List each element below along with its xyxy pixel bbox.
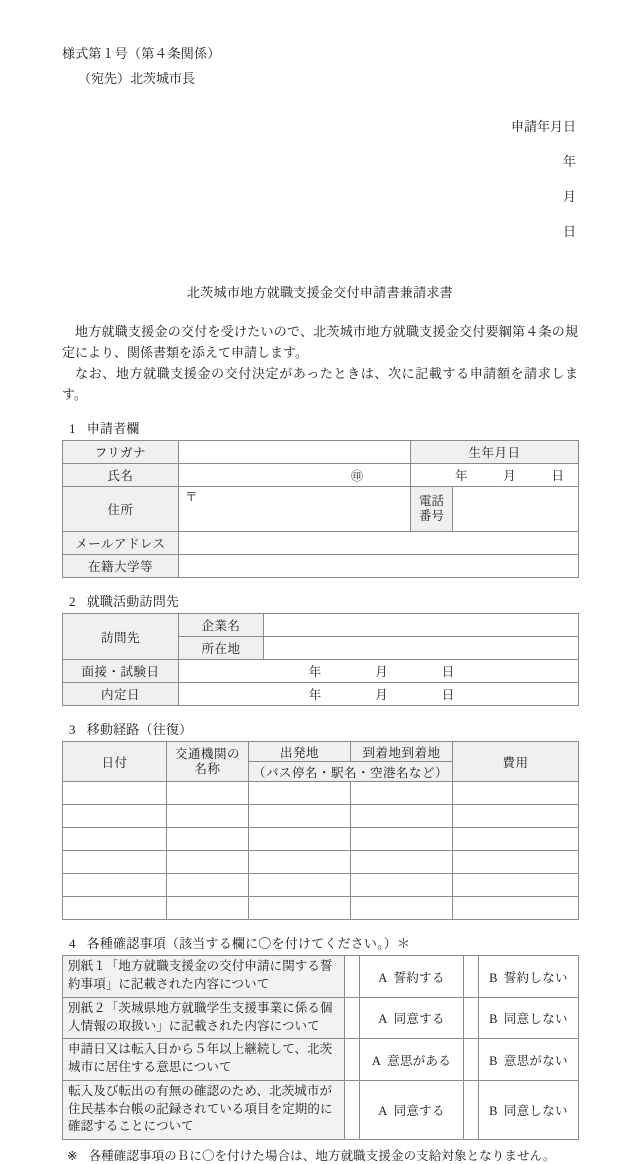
question-line: 人情報の取扱い」に記載された内容について (68, 1018, 320, 1033)
cost-cell[interactable] (453, 874, 579, 897)
cost-column-header: 費用 (453, 742, 579, 782)
birth-year-label: 年 (455, 469, 468, 484)
option-b-2[interactable] (479, 997, 579, 1039)
company-name-label: 企業名 (179, 614, 264, 637)
section-1-number: 1 (69, 421, 76, 437)
option-a-text: 意思がある (387, 1053, 452, 1068)
university-input[interactable] (179, 555, 579, 578)
departure-cell[interactable] (249, 805, 351, 828)
application-date-month: 月 (562, 189, 576, 205)
birth-month-label: 月 (503, 469, 516, 484)
cost-cell[interactable] (453, 805, 579, 828)
cost-cell[interactable] (453, 897, 579, 920)
offer-date-label: 内定日 (63, 683, 179, 706)
arrival-cell[interactable] (351, 828, 453, 851)
interview-day-label: 日 (441, 665, 455, 680)
table-row (63, 828, 579, 851)
section-2-heading (62, 591, 578, 610)
option-a-4[interactable] (360, 1080, 464, 1139)
table-row (63, 956, 579, 998)
address-label: 住所 (63, 487, 179, 532)
transport-cell[interactable] (167, 897, 249, 920)
footnote-mark-icon: ※ (67, 1149, 78, 1164)
section-4-heading (62, 933, 578, 952)
telephone-label (411, 487, 453, 532)
option-b-3[interactable] (479, 1039, 579, 1081)
telephone-input[interactable] (453, 487, 579, 532)
transport-cell[interactable] (167, 851, 249, 874)
address-input[interactable] (179, 487, 411, 532)
option-b-mark-1[interactable] (464, 956, 479, 998)
offer-date-input[interactable] (179, 683, 579, 706)
table-row (63, 897, 579, 920)
table-row (63, 614, 579, 637)
form-content (62, 44, 578, 1164)
table-row (63, 683, 579, 706)
transport-cell[interactable] (167, 782, 249, 805)
visit-destination-label: 訪問先 (63, 614, 179, 660)
option-b-4[interactable] (479, 1080, 579, 1139)
option-b-mark-3[interactable] (464, 1039, 479, 1081)
section-3-number: 3 (69, 722, 76, 738)
document-title: 北茨城市地方就職支援金交付申請書兼請求書 (186, 285, 453, 301)
table-row (63, 464, 579, 487)
table-row (63, 997, 579, 1039)
cost-cell[interactable] (453, 828, 579, 851)
departure-cell[interactable] (249, 828, 351, 851)
interview-date-input[interactable] (179, 660, 579, 683)
option-b-letter: B (489, 1012, 498, 1027)
section-1-heading (62, 418, 578, 437)
table-row (63, 1080, 579, 1139)
question-line: 確認することについて (68, 1119, 194, 1134)
option-b-letter: B (489, 1104, 498, 1119)
application-date-day: 日 (562, 224, 576, 240)
date-cell[interactable] (63, 805, 167, 828)
table-row (63, 441, 579, 464)
telephone-label-line2: 番号 (418, 509, 444, 524)
confirmation-question-2 (63, 997, 345, 1039)
date-cell[interactable] (63, 828, 167, 851)
birth-day-label: 日 (551, 469, 565, 484)
option-a-mark-4[interactable] (345, 1080, 360, 1139)
table-row (63, 851, 579, 874)
offer-month-label: 月 (375, 688, 388, 703)
table-row (63, 555, 579, 578)
addressee-line: （宛先）北茨城市長 (78, 71, 196, 87)
departure-cell[interactable] (249, 874, 351, 897)
postal-code-icon: 〒 (185, 490, 198, 505)
email-input[interactable] (179, 532, 579, 555)
date-cell[interactable] (63, 782, 167, 805)
option-a-mark-3[interactable] (345, 1039, 360, 1081)
option-b-text: 意思がない (503, 1053, 568, 1068)
option-b-1[interactable] (479, 956, 579, 998)
option-b-mark-4[interactable] (464, 1080, 479, 1139)
transport-cell[interactable] (167, 805, 249, 828)
option-a-letter: A (378, 1104, 388, 1119)
application-date-line (62, 100, 578, 256)
table-row (63, 782, 579, 805)
company-name-input[interactable] (264, 614, 579, 637)
transport-header-line1: 交通機関の (174, 746, 240, 761)
interview-month-label: 月 (375, 665, 388, 680)
option-a-letter: A (378, 970, 388, 985)
transport-cell[interactable] (167, 828, 249, 851)
email-label: メールアドレス (63, 532, 179, 555)
offer-year-label: 年 (308, 688, 322, 703)
interview-year-label: 年 (308, 665, 322, 680)
table-row (63, 532, 579, 555)
question-line: 約事項」に記載された内容について (68, 977, 270, 992)
option-a-mark-1[interactable] (345, 956, 360, 998)
departure-cell[interactable] (249, 782, 351, 805)
arrival-cell[interactable] (351, 805, 453, 828)
name-label: 氏名 (63, 464, 179, 487)
option-a-letter: A (378, 1012, 388, 1027)
option-a-2[interactable] (360, 997, 464, 1039)
option-a-text: 同意する (393, 1012, 445, 1027)
table-header-row (63, 742, 579, 762)
arrival-cell[interactable] (351, 782, 453, 805)
section-3-heading (62, 719, 578, 738)
confirmation-question-1 (63, 956, 345, 998)
table-row (63, 660, 579, 683)
furigana-input[interactable] (179, 441, 411, 464)
date-cell[interactable] (63, 851, 167, 874)
question-line: 別紙１「地方就職支援金の交付申請に関する誓 (68, 959, 333, 974)
transport-header-line2: 名称 (194, 761, 221, 776)
confirmation-question-3 (63, 1039, 345, 1081)
body-text (62, 321, 578, 405)
arrival-cell[interactable] (351, 897, 453, 920)
company-location-label: 所在地 (179, 637, 264, 660)
option-a-text: 同意する (393, 1104, 445, 1119)
question-line: 住民基本台帳の記録されている項目を定期的に (68, 1101, 333, 1116)
application-date-label: 申請年月日 (510, 119, 576, 135)
question-line: 転入及び転出の有無の確認のため、北茨城市が (68, 1083, 333, 1098)
table-row (63, 1039, 579, 1081)
table-row (63, 805, 579, 828)
table-row (63, 487, 579, 532)
university-label: 在籍大学等 (63, 555, 179, 578)
footnote (62, 1146, 578, 1164)
arrival-column-header: 到着地到着地 (351, 742, 453, 762)
offer-day-label: 日 (441, 688, 455, 703)
section-2-number: 2 (69, 594, 76, 610)
arrival-cell[interactable] (351, 874, 453, 897)
section-2-title: 就職活動訪問先 (86, 594, 180, 610)
option-a-1[interactable] (360, 956, 464, 998)
body-paragraph-1: 地方就職支援金の交付を受けたいので、北茨城市地方就職支援金交付要綱第４条の規定により、関係書類を添えて申請します。 (62, 324, 578, 361)
footnote-text: 各種確認事項のＢに〇を付けた場合は、地方就職支援金の支給対象となりません。 (88, 1149, 556, 1164)
form-number: 様式第１号（第４条関係） (62, 46, 221, 61)
transport-column-header (167, 742, 249, 782)
company-location-input[interactable] (264, 637, 579, 660)
transport-cell[interactable] (167, 874, 249, 897)
section-1-title: 申請者欄 (86, 421, 140, 437)
cost-cell[interactable] (453, 851, 579, 874)
birthdate-input[interactable] (411, 464, 579, 487)
body-paragraph-2: なお、地方就職支援金の交付決定があったときは、次に記載する申請額を請求します。 (62, 366, 578, 403)
name-input[interactable] (179, 464, 411, 487)
arrival-cell[interactable] (351, 851, 453, 874)
section-4-number: 4 (69, 936, 76, 952)
interview-date-label: 面接・試験日 (63, 660, 179, 683)
option-a-mark-2[interactable] (345, 997, 360, 1039)
option-b-mark-2[interactable] (464, 997, 479, 1039)
departure-cell[interactable] (249, 851, 351, 874)
question-line: 申請日又は転入日から５年以上継続して、北茨 (68, 1042, 333, 1057)
seal-icon: ㊞ (350, 468, 363, 483)
birthdate-label: 生年月日 (411, 441, 579, 464)
section-3-title: 移動経路（往復） (86, 722, 193, 738)
option-a-3[interactable] (360, 1039, 464, 1081)
option-b-letter: B (489, 970, 498, 985)
job-hunting-visit-table (62, 613, 579, 706)
confirmation-items-table (62, 955, 579, 1140)
table-row (63, 874, 579, 897)
date-cell[interactable] (63, 874, 167, 897)
confirmation-question-4 (63, 1080, 345, 1139)
departure-cell[interactable] (249, 897, 351, 920)
applicant-table (62, 440, 579, 578)
option-b-text: 誓約しない (503, 970, 568, 985)
travel-route-table (62, 741, 579, 920)
date-column-header: 日付 (63, 742, 167, 782)
telephone-label-line1: 電話 (418, 493, 444, 508)
option-b-letter: B (489, 1053, 498, 1068)
application-date-year: 年 (562, 154, 576, 170)
option-b-text: 同意しない (503, 1104, 568, 1119)
question-line: 城市に居住する意思について (68, 1060, 232, 1075)
cost-cell[interactable] (453, 782, 579, 805)
option-a-text: 誓約する (393, 970, 445, 985)
departure-column-header: 出発地 (249, 742, 351, 762)
date-cell[interactable] (63, 897, 167, 920)
place-note-header: （バス停名・駅名・空港名など） (249, 762, 453, 782)
question-line: 別紙２「茨城県地方就職学生支援事業に係る個 (68, 1000, 333, 1015)
furigana-label: フリガナ (63, 441, 179, 464)
option-a-letter: A (371, 1053, 382, 1068)
section-4-title: 各種確認事項（該当する欄に〇を付けてください。）＊ (86, 936, 411, 952)
option-b-text: 同意しない (503, 1012, 568, 1027)
